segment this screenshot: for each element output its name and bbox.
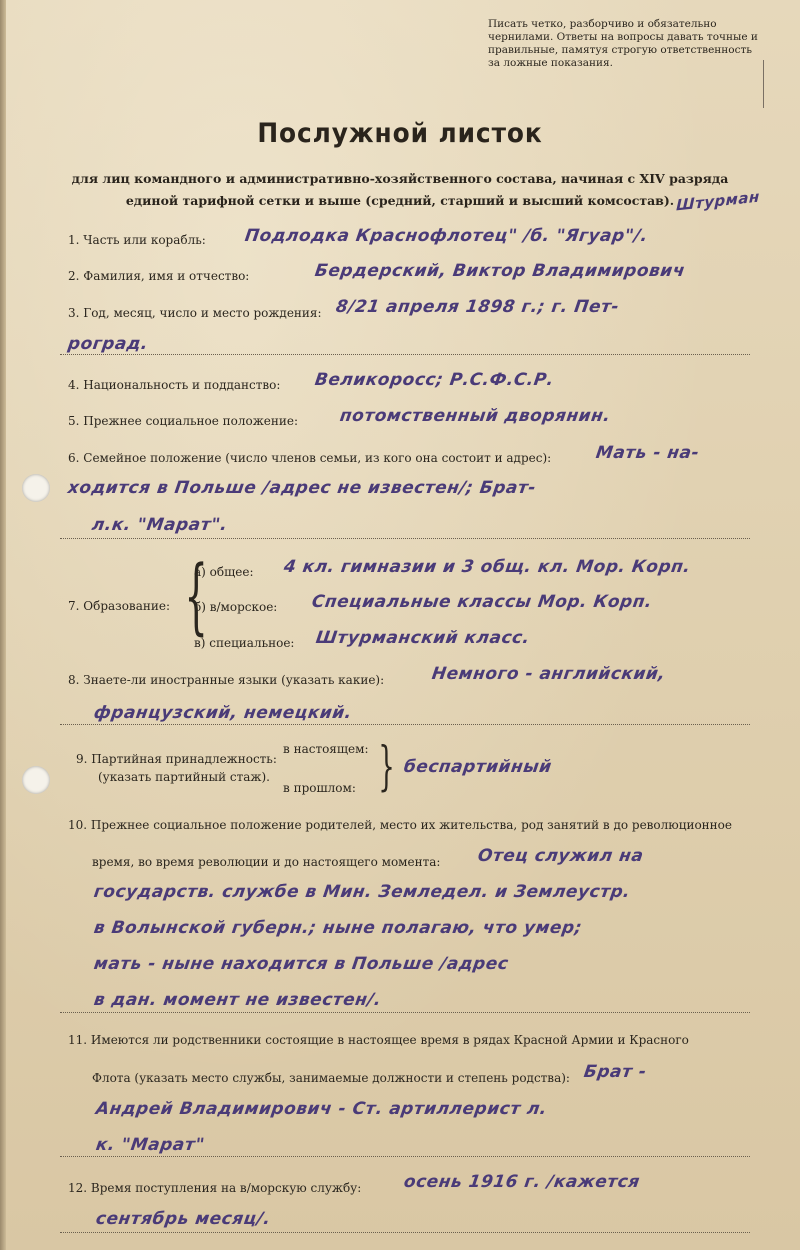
form-title: Послужной листок — [257, 118, 543, 149]
q2-answer: Бердерский, Виктор Владимирович — [313, 261, 687, 281]
q9-label-line1: 9. Партийная принадлежность: — [76, 752, 277, 766]
q7b-answer: Специальные классы Мор. Корп. — [310, 592, 654, 612]
q10-answer-line4: мать - ныне находится в Польше /адрес — [92, 954, 510, 974]
q6-answer-line1: Мать - на- — [594, 443, 701, 463]
q10-answer-line1: Отец служил на — [476, 846, 645, 866]
q1-label: 1. Часть или корабль: — [68, 233, 206, 247]
q5-label: 5. Прежнее социальное положение: — [68, 414, 299, 428]
q10-label-line1: 10. Прежнее социальное положение родителей, место их жительства, род занятий в до революционное — [68, 818, 732, 832]
q7-brace: { — [184, 549, 208, 644]
q9-now-label: в настоящем: — [283, 742, 369, 756]
q9-label-line2: (указать партийный стаж). — [98, 770, 270, 784]
q3-label: 3. Год, месяц, число и место рождения: — [68, 306, 322, 320]
q1-answer: Подлодка Краснофлотец" /б. "Ягуар"/. — [243, 226, 650, 246]
q12-answer-line1: осень 1916 г. /кажется — [402, 1172, 642, 1192]
q9-brace: } — [378, 737, 395, 797]
margin-note: Штурман — [675, 187, 761, 215]
q7c-answer: Штурманский класс. — [314, 628, 532, 648]
q11-label-line2: Флота (указать место службы, занимаемые должности и степень родства): — [92, 1071, 570, 1085]
q8-answer-line2: французский, немецкий. — [92, 703, 354, 723]
q6-answer-line3: л.к. "Марат". — [90, 515, 229, 535]
punch-hole-bottom — [22, 766, 50, 794]
q11-answer-line2: Андрей Владимирович - Ст. артиллерист л. — [94, 1099, 549, 1119]
q10-answer-line3: в Волынской губерн.; ныне полагаю, что умер; — [92, 918, 584, 938]
q11-label-line1: 11. Имеются ли родственники состоящие в настоящее время в рядах Красной Армии и Красного — [68, 1033, 689, 1047]
page-left-edge — [0, 0, 6, 1250]
q6-dotted-line — [60, 538, 750, 539]
q3-answer-line1: 8/21 апреля 1898 г.; г. Пет- — [334, 297, 621, 317]
q12-dotted-line — [60, 1232, 750, 1233]
q6-label: 6. Семейное положение (число членов семьи, из кого она состоит и адрес): — [68, 451, 552, 465]
q10-label-line2: время, во время революции и до настоящего момента: — [92, 855, 441, 869]
q10-answer-line5: в дан. момент не известен/. — [92, 990, 383, 1010]
punch-hole-top — [22, 474, 50, 502]
q5-answer: потомственный дворянин. — [338, 406, 612, 426]
instruction-notice: Писать четко, разборчиво и обязательно чернилами. Ответы на вопросы давать точные и правильные, памятуя строгую ответственность за ложные показания. — [488, 18, 758, 69]
q3-dotted-line — [60, 354, 750, 355]
q7c-label: в) специальное: — [194, 636, 295, 650]
q10-dotted-line — [60, 1012, 750, 1013]
q11-dotted-line — [60, 1156, 750, 1157]
q12-answer-line2: сентябрь месяц/. — [94, 1209, 272, 1229]
q3-answer-line2: роград. — [66, 334, 150, 354]
q12-label: 12. Время поступления на в/морскую службу: — [68, 1181, 362, 1195]
q7a-label: а) общее: — [194, 565, 254, 579]
pencil-mark — [763, 60, 764, 108]
q7a-answer: 4 кл. гимназии и 3 общ. кл. Мор. Корп. — [282, 557, 692, 577]
q2-label: 2. Фамилия, имя и отчество: — [68, 269, 250, 283]
q9-answer: беспартийный — [402, 757, 553, 777]
form-subtitle: для лиц командного и административно-хозяйственного состава, начиная с XIV разряда единой тарифной сетки и выше (средний, старший и высший комсостав). — [71, 171, 729, 208]
q9-past-label: в прошлом: — [283, 781, 356, 795]
q6-answer-line2: ходится в Польше /адрес не известен/; Брат- — [66, 478, 538, 498]
q8-dotted-line — [60, 724, 750, 725]
q4-label: 4. Национальность и подданство: — [68, 378, 281, 392]
q8-label: 8. Знаете-ли иностранные языки (указать какие): — [68, 673, 385, 687]
q7-label: 7. Образование: — [68, 599, 170, 613]
q11-answer-line3: к. "Марат" — [94, 1135, 206, 1155]
q10-answer-line2: государств. службе в Мин. Земледел. и Землеустр. — [92, 882, 632, 902]
q8-answer-line1: Немного - английский, — [430, 664, 667, 684]
q11-answer-line1: Брат - — [582, 1062, 648, 1082]
q7b-label: б) в/морское: — [194, 600, 278, 614]
q4-answer: Великоросс; Р.С.Ф.С.Р. — [313, 370, 556, 390]
